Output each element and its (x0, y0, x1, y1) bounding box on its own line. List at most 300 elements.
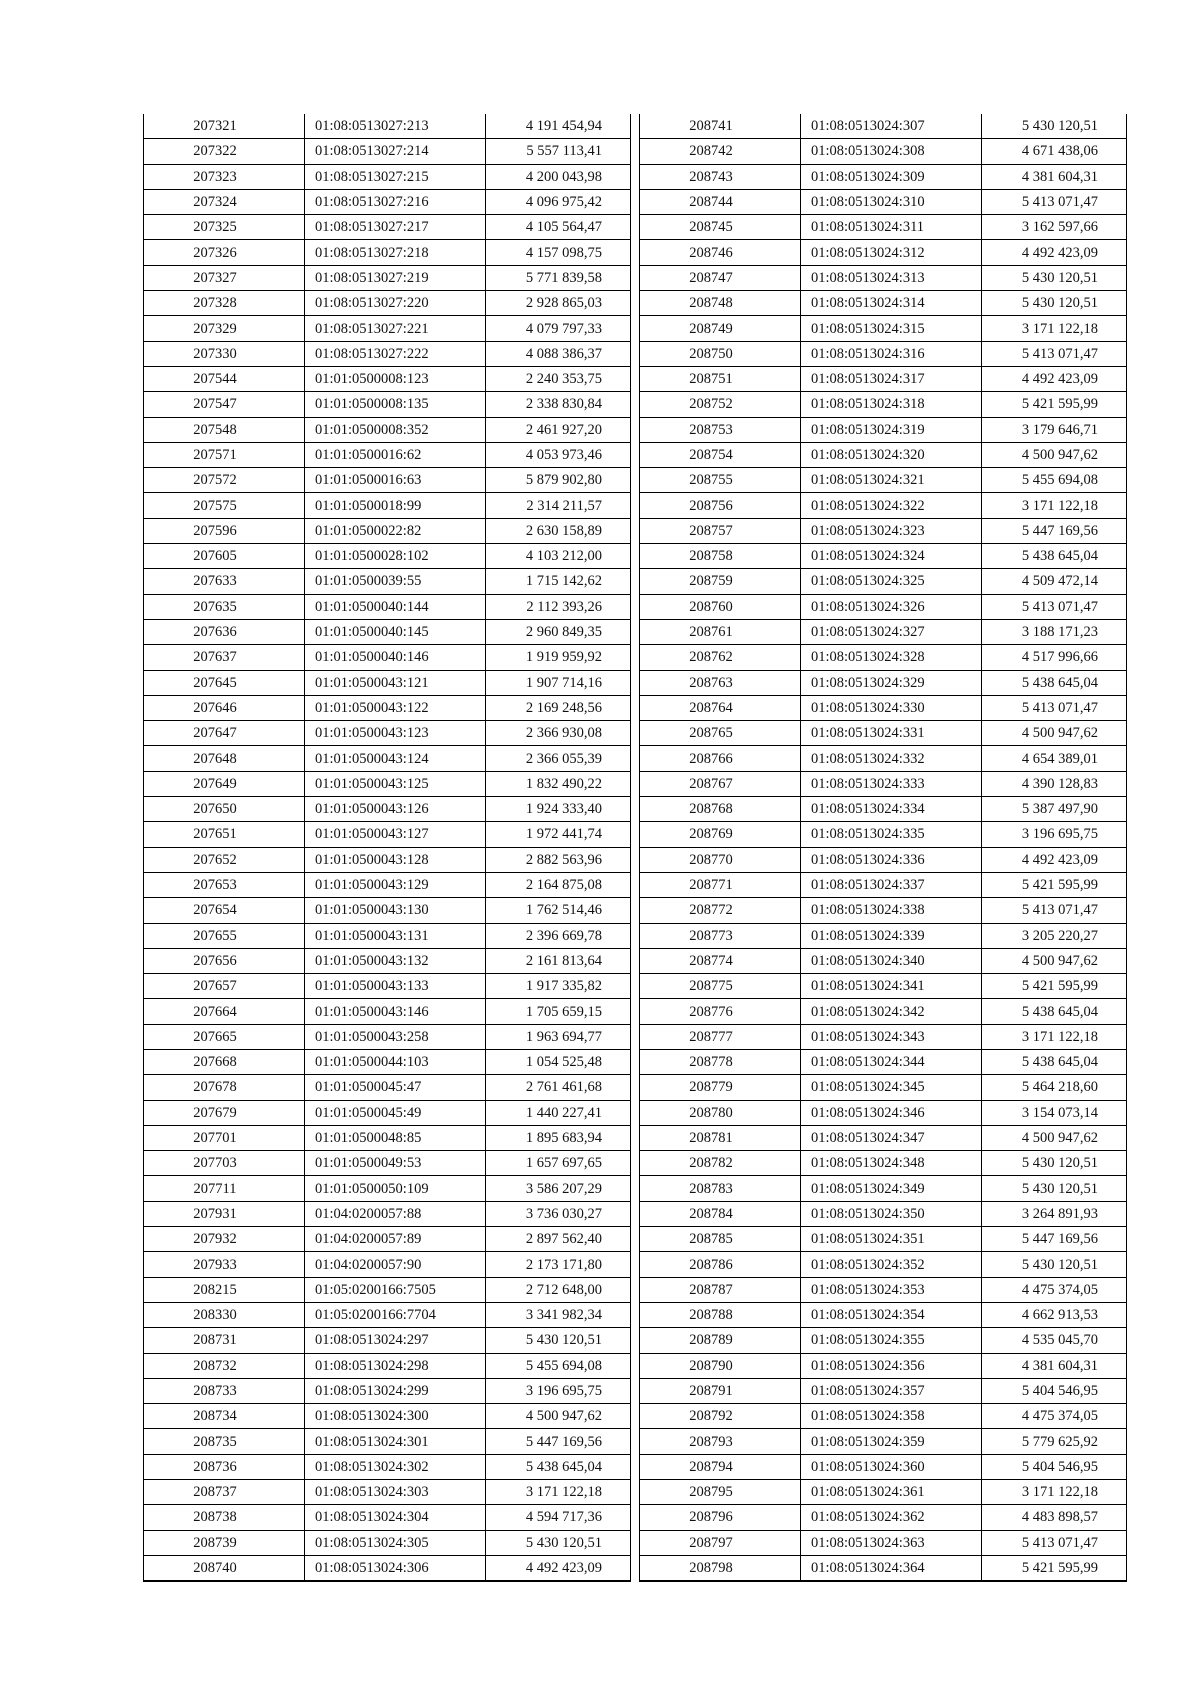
cadastral-number: 01:08:0513024:299 (305, 1378, 486, 1403)
cadastral-value: 4 483 898,57 (982, 1505, 1127, 1530)
table-row (144, 215, 631, 240)
cadastral-value: 3 171 122,18 (982, 1024, 1127, 1049)
table-row (640, 341, 1127, 366)
cadastral-value: 4 500 947,62 (982, 948, 1127, 973)
row-number: 208787 (640, 1277, 801, 1302)
cadastral-value: 4 662 913,53 (982, 1302, 1127, 1327)
row-number: 207637 (144, 645, 305, 670)
cadastral-value: 5 438 645,04 (486, 1454, 631, 1479)
row-number: 207547 (144, 392, 305, 417)
table-row (144, 1201, 631, 1226)
cadastral-value: 4 492 423,09 (982, 240, 1127, 265)
row-number: 208763 (640, 670, 801, 695)
cadastral-number: 01:08:0513024:310 (801, 189, 982, 214)
row-number: 208773 (640, 923, 801, 948)
row-number: 208756 (640, 493, 801, 518)
cadastral-number: 01:08:0513024:300 (305, 1404, 486, 1429)
cadastral-value: 4 475 374,05 (982, 1277, 1127, 1302)
table-row (144, 1151, 631, 1176)
cadastral-value: 3 179 646,71 (982, 417, 1127, 442)
row-number: 208795 (640, 1480, 801, 1505)
row-number: 208796 (640, 1505, 801, 1530)
cadastral-number: 01:08:0513024:328 (801, 645, 982, 670)
table-row (144, 721, 631, 746)
table-row (640, 1075, 1127, 1100)
cadastral-number: 01:08:0513024:313 (801, 265, 982, 290)
cadastral-value: 3 154 073,14 (982, 1100, 1127, 1125)
cadastral-value: 5 421 595,99 (982, 872, 1127, 897)
table-row (144, 1075, 631, 1100)
cadastral-value: 3 188 171,23 (982, 619, 1127, 644)
table-row (144, 746, 631, 771)
cadastral-number: 01:08:0513024:327 (801, 619, 982, 644)
table-row (640, 1555, 1127, 1581)
cadastral-number: 01:08:0513024:319 (801, 417, 982, 442)
cadastral-value: 5 413 071,47 (982, 898, 1127, 923)
table-row (640, 392, 1127, 417)
table-row (640, 797, 1127, 822)
cadastral-number: 01:08:0513024:335 (801, 822, 982, 847)
table-row (640, 1049, 1127, 1074)
row-number: 207636 (144, 619, 305, 644)
cadastral-value: 4 492 423,09 (982, 366, 1127, 391)
cadastral-number: 01:08:0513024:361 (801, 1480, 982, 1505)
cadastral-number: 01:08:0513024:363 (801, 1530, 982, 1555)
table-row (640, 164, 1127, 189)
row-number: 208737 (144, 1480, 305, 1505)
row-number: 208780 (640, 1100, 801, 1125)
cadastral-number: 01:01:0500044:103 (305, 1049, 486, 1074)
cadastral-value: 4 475 374,05 (982, 1404, 1127, 1429)
row-number: 207931 (144, 1201, 305, 1226)
cadastral-number: 01:08:0513024:358 (801, 1404, 982, 1429)
table-row (144, 417, 631, 442)
row-number: 208789 (640, 1328, 801, 1353)
cadastral-number: 01:08:0513024:346 (801, 1100, 982, 1125)
cadastral-number: 01:01:0500008:123 (305, 366, 486, 391)
cadastral-value: 3 736 030,27 (486, 1201, 631, 1226)
row-number: 207544 (144, 366, 305, 391)
table-row (640, 619, 1127, 644)
row-number: 208740 (144, 1555, 305, 1581)
cadastral-value: 1 963 694,77 (486, 1024, 631, 1049)
table-row (640, 746, 1127, 771)
cadastral-number: 01:08:0513027:221 (305, 316, 486, 341)
table-row (144, 670, 631, 695)
row-number: 207664 (144, 999, 305, 1024)
cadastral-value: 5 464 218,60 (982, 1075, 1127, 1100)
cadastral-value: 1 919 959,92 (486, 645, 631, 670)
row-number: 208767 (640, 771, 801, 796)
cadastral-value: 4 654 389,01 (982, 746, 1127, 771)
table-row (640, 847, 1127, 872)
cadastral-number: 01:08:0513024:348 (801, 1151, 982, 1176)
table-row (640, 670, 1127, 695)
table-row (640, 721, 1127, 746)
table-row (640, 1252, 1127, 1277)
row-number: 208753 (640, 417, 801, 442)
row-number: 208793 (640, 1429, 801, 1454)
cadastral-value: 5 404 546,95 (982, 1378, 1127, 1403)
cadastral-value: 1 832 490,22 (486, 771, 631, 796)
cadastral-value: 4 671 438,06 (982, 139, 1127, 164)
row-number: 208750 (640, 341, 801, 366)
cadastral-number: 01:08:0513024:345 (801, 1075, 982, 1100)
table-row (144, 847, 631, 872)
cadastral-value: 2 366 055,39 (486, 746, 631, 771)
table-row (144, 1302, 631, 1327)
table-row (640, 974, 1127, 999)
row-number: 208785 (640, 1227, 801, 1252)
row-number: 207647 (144, 721, 305, 746)
cadastral-value: 1 895 683,94 (486, 1125, 631, 1150)
table-row (144, 392, 631, 417)
cadastral-value: 2 314 211,57 (486, 493, 631, 518)
table-row (640, 215, 1127, 240)
cadastral-number: 01:04:0200057:89 (305, 1227, 486, 1252)
row-number: 207679 (144, 1100, 305, 1125)
table-row (144, 468, 631, 493)
cadastral-value: 2 161 813,64 (486, 948, 631, 973)
cadastral-value: 1 972 441,74 (486, 822, 631, 847)
cadastral-value: 5 421 595,99 (982, 974, 1127, 999)
table-row (640, 923, 1127, 948)
row-number: 207633 (144, 569, 305, 594)
cadastral-number: 01:01:0500016:63 (305, 468, 486, 493)
cadastral-number: 01:01:0500040:144 (305, 594, 486, 619)
cadastral-value: 3 171 122,18 (486, 1480, 631, 1505)
table-row (144, 974, 631, 999)
cadastral-number: 01:01:0500043:146 (305, 999, 486, 1024)
cadastral-value: 3 586 207,29 (486, 1176, 631, 1201)
row-number: 207648 (144, 746, 305, 771)
cadastral-number: 01:01:0500040:145 (305, 619, 486, 644)
table-row (144, 341, 631, 366)
table-row (144, 594, 631, 619)
cadastral-number: 01:08:0513024:333 (801, 771, 982, 796)
cadastral-value: 5 771 839,58 (486, 265, 631, 290)
table-row (640, 1328, 1127, 1353)
table-row (640, 1505, 1127, 1530)
cadastral-value: 2 712 648,00 (486, 1277, 631, 1302)
cadastral-number: 01:08:0513024:304 (305, 1505, 486, 1530)
table-row (640, 822, 1127, 847)
row-number: 207649 (144, 771, 305, 796)
cadastral-number: 01:01:0500049:53 (305, 1151, 486, 1176)
cadastral-value: 2 461 927,20 (486, 417, 631, 442)
cadastral-number: 01:08:0513024:308 (801, 139, 982, 164)
table-row (640, 695, 1127, 720)
cadastral-number: 01:08:0513024:362 (801, 1505, 982, 1530)
table-row (144, 645, 631, 670)
cadastral-number: 01:08:0513024:301 (305, 1429, 486, 1454)
cadastral-number: 01:08:0513024:312 (801, 240, 982, 265)
row-number: 207932 (144, 1227, 305, 1252)
table-row (640, 1176, 1127, 1201)
row-number: 208759 (640, 569, 801, 594)
table-row (144, 1530, 631, 1555)
right-table-body (640, 114, 1127, 1581)
cadastral-number: 01:01:0500028:102 (305, 544, 486, 569)
row-number: 207652 (144, 847, 305, 872)
row-number: 207701 (144, 1125, 305, 1150)
row-number: 208775 (640, 974, 801, 999)
cadastral-number: 01:08:0513024:329 (801, 670, 982, 695)
row-number: 207575 (144, 493, 305, 518)
cadastral-number: 01:08:0513024:354 (801, 1302, 982, 1327)
cadastral-number: 01:01:0500043:258 (305, 1024, 486, 1049)
cadastral-value: 5 421 595,99 (982, 392, 1127, 417)
cadastral-number: 01:08:0513024:326 (801, 594, 982, 619)
cadastral-number: 01:01:0500050:109 (305, 1176, 486, 1201)
row-number: 208766 (640, 746, 801, 771)
cadastral-number: 01:08:0513024:352 (801, 1252, 982, 1277)
table-row (144, 1378, 631, 1403)
cadastral-value: 4 492 423,09 (982, 847, 1127, 872)
table-row (144, 569, 631, 594)
cadastral-number: 01:01:0500016:62 (305, 442, 486, 467)
row-number: 208758 (640, 544, 801, 569)
cadastral-number: 01:08:0513024:337 (801, 872, 982, 897)
table-row (640, 240, 1127, 265)
row-number: 207596 (144, 518, 305, 543)
cadastral-value: 1 705 659,15 (486, 999, 631, 1024)
cadastral-value: 5 447 169,56 (982, 1227, 1127, 1252)
row-number: 207605 (144, 544, 305, 569)
table-row (640, 189, 1127, 214)
table-row (144, 1049, 631, 1074)
cadastral-number: 01:08:0513024:342 (801, 999, 982, 1024)
row-number: 208215 (144, 1277, 305, 1302)
cadastral-number: 01:08:0513027:217 (305, 215, 486, 240)
row-number: 208792 (640, 1404, 801, 1429)
cadastral-value: 4 200 043,98 (486, 164, 631, 189)
table-row (144, 1429, 631, 1454)
cadastral-number: 01:08:0513024:339 (801, 923, 982, 948)
cadastral-value: 4 053 973,46 (486, 442, 631, 467)
cadastral-value: 3 171 122,18 (982, 1480, 1127, 1505)
cadastral-number: 01:01:0500045:47 (305, 1075, 486, 1100)
row-number: 208762 (640, 645, 801, 670)
cadastral-value: 3 196 695,75 (982, 822, 1127, 847)
row-number: 207548 (144, 417, 305, 442)
cadastral-value: 2 164 875,08 (486, 872, 631, 897)
row-number: 208745 (640, 215, 801, 240)
cadastral-value: 5 413 071,47 (982, 695, 1127, 720)
row-number: 208770 (640, 847, 801, 872)
cadastral-number: 01:08:0513024:344 (801, 1049, 982, 1074)
cadastral-number: 01:08:0513024:349 (801, 1176, 982, 1201)
cadastral-number: 01:08:0513024:297 (305, 1328, 486, 1353)
row-number: 208790 (640, 1353, 801, 1378)
row-number: 208731 (144, 1328, 305, 1353)
cadastral-value: 5 438 645,04 (982, 999, 1127, 1024)
row-number: 207665 (144, 1024, 305, 1049)
table-row (640, 493, 1127, 518)
cadastral-number: 01:08:0513024:360 (801, 1454, 982, 1479)
table-row (640, 1429, 1127, 1454)
cadastral-value: 4 500 947,62 (982, 442, 1127, 467)
table-row (144, 695, 631, 720)
cadastral-value: 1 054 525,48 (486, 1049, 631, 1074)
row-number: 207653 (144, 872, 305, 897)
table-row (640, 1353, 1127, 1378)
row-number: 208768 (640, 797, 801, 822)
cadastral-number: 01:08:0513024:338 (801, 898, 982, 923)
cadastral-value: 4 079 797,33 (486, 316, 631, 341)
cadastral-number: 01:01:0500043:133 (305, 974, 486, 999)
table-row (144, 872, 631, 897)
row-number: 208748 (640, 291, 801, 316)
cadastral-number: 01:01:0500043:122 (305, 695, 486, 720)
table-row (640, 999, 1127, 1024)
cadastral-number: 01:08:0513024:316 (801, 341, 982, 366)
table-row (144, 1277, 631, 1302)
cadastral-number: 01:01:0500043:124 (305, 746, 486, 771)
table-row (144, 1480, 631, 1505)
table-row (144, 544, 631, 569)
cadastral-value: 4 096 975,42 (486, 189, 631, 214)
table-row (144, 898, 631, 923)
table-row (640, 468, 1127, 493)
cadastral-number: 01:05:0200166:7505 (305, 1277, 486, 1302)
cadastral-number: 01:01:0500008:352 (305, 417, 486, 442)
cadastral-number: 01:01:0500045:49 (305, 1100, 486, 1125)
cadastral-value: 2 897 562,40 (486, 1227, 631, 1252)
cadastral-number: 01:01:0500043:123 (305, 721, 486, 746)
cadastral-value: 1 907 714,16 (486, 670, 631, 695)
cadastral-number: 01:01:0500039:55 (305, 569, 486, 594)
cadastral-number: 01:08:0513024:317 (801, 366, 982, 391)
row-number: 207678 (144, 1075, 305, 1100)
cadastral-value: 5 430 120,51 (486, 1530, 631, 1555)
cadastral-number: 01:01:0500043:121 (305, 670, 486, 695)
cadastral-value: 5 430 120,51 (982, 265, 1127, 290)
row-number: 208777 (640, 1024, 801, 1049)
row-number: 208771 (640, 872, 801, 897)
table-row (640, 366, 1127, 391)
cadastral-number: 01:08:0513024:314 (801, 291, 982, 316)
cadastral-value: 4 492 423,09 (486, 1555, 631, 1581)
row-number: 208330 (144, 1302, 305, 1327)
row-number: 208754 (640, 442, 801, 467)
cadastral-value: 1 917 335,82 (486, 974, 631, 999)
table-row (144, 619, 631, 644)
row-number: 207326 (144, 240, 305, 265)
table-row (144, 1125, 631, 1150)
table-row (144, 948, 631, 973)
table-row (640, 594, 1127, 619)
cadastral-value: 5 447 169,56 (486, 1429, 631, 1454)
right-table (639, 114, 1127, 1582)
cadastral-value: 4 381 604,31 (982, 164, 1127, 189)
cadastral-number: 01:01:0500043:131 (305, 923, 486, 948)
table-row (144, 1328, 631, 1353)
table-row (144, 1353, 631, 1378)
cadastral-value: 4 517 996,66 (982, 645, 1127, 670)
cadastral-value: 5 430 120,51 (982, 1252, 1127, 1277)
table-row (640, 1277, 1127, 1302)
cadastral-number: 01:01:0500043:125 (305, 771, 486, 796)
cadastral-number: 01:08:0513024:325 (801, 569, 982, 594)
row-number: 207321 (144, 114, 305, 139)
row-number: 208744 (640, 189, 801, 214)
row-number: 207711 (144, 1176, 305, 1201)
cadastral-value: 4 191 454,94 (486, 114, 631, 139)
row-number: 207322 (144, 139, 305, 164)
cadastral-number: 01:01:0500040:146 (305, 645, 486, 670)
cadastral-value: 5 455 694,08 (486, 1353, 631, 1378)
cadastral-value: 2 630 158,89 (486, 518, 631, 543)
cadastral-number: 01:08:0513024:355 (801, 1328, 982, 1353)
table-row (640, 1151, 1127, 1176)
cadastral-value: 3 341 982,34 (486, 1302, 631, 1327)
row-number: 207635 (144, 594, 305, 619)
cadastral-value: 4 535 045,70 (982, 1328, 1127, 1353)
row-number: 207572 (144, 468, 305, 493)
table-row (144, 1100, 631, 1125)
cadastral-number: 01:08:0513024:336 (801, 847, 982, 872)
row-number: 207330 (144, 341, 305, 366)
row-number: 208749 (640, 316, 801, 341)
row-number: 208794 (640, 1454, 801, 1479)
table-row (640, 898, 1127, 923)
cadastral-number: 01:08:0513024:306 (305, 1555, 486, 1581)
cadastral-number: 01:08:0513024:341 (801, 974, 982, 999)
row-number: 208798 (640, 1555, 801, 1581)
cadastral-value: 3 162 597,66 (982, 215, 1127, 240)
cadastral-number: 01:08:0513024:303 (305, 1480, 486, 1505)
cadastral-number: 01:01:0500043:130 (305, 898, 486, 923)
row-number: 208788 (640, 1302, 801, 1327)
cadastral-value: 5 455 694,08 (982, 468, 1127, 493)
table-row (144, 139, 631, 164)
row-number: 208742 (640, 139, 801, 164)
table-row (640, 417, 1127, 442)
table-row (640, 442, 1127, 467)
row-number: 208755 (640, 468, 801, 493)
cadastral-value: 5 438 645,04 (982, 1049, 1127, 1074)
table-row (144, 114, 631, 139)
table-row (144, 316, 631, 341)
cadastral-value: 2 882 563,96 (486, 847, 631, 872)
table-row (144, 1555, 631, 1581)
cadastral-number: 01:08:0513024:309 (801, 164, 982, 189)
cadastral-number: 01:08:0513024:311 (801, 215, 982, 240)
cadastral-value: 2 761 461,68 (486, 1075, 631, 1100)
row-number: 208776 (640, 999, 801, 1024)
cadastral-value: 4 500 947,62 (982, 721, 1127, 746)
table-row (640, 139, 1127, 164)
table-row (640, 1227, 1127, 1252)
table-row (640, 1201, 1127, 1226)
cadastral-number: 01:08:0513024:356 (801, 1353, 982, 1378)
left-table (143, 114, 631, 1582)
cadastral-number: 01:01:0500043:129 (305, 872, 486, 897)
cadastral-number: 01:08:0513024:321 (801, 468, 982, 493)
row-number: 208760 (640, 594, 801, 619)
cadastral-number: 01:08:0513027:215 (305, 164, 486, 189)
row-number: 208743 (640, 164, 801, 189)
table-row (144, 1404, 631, 1429)
cadastral-value: 2 928 865,03 (486, 291, 631, 316)
table-row (640, 1100, 1127, 1125)
cadastral-value: 4 157 098,75 (486, 240, 631, 265)
table-row (144, 518, 631, 543)
row-number: 208764 (640, 695, 801, 720)
table-row (144, 923, 631, 948)
cadastral-number: 01:08:0513024:302 (305, 1454, 486, 1479)
